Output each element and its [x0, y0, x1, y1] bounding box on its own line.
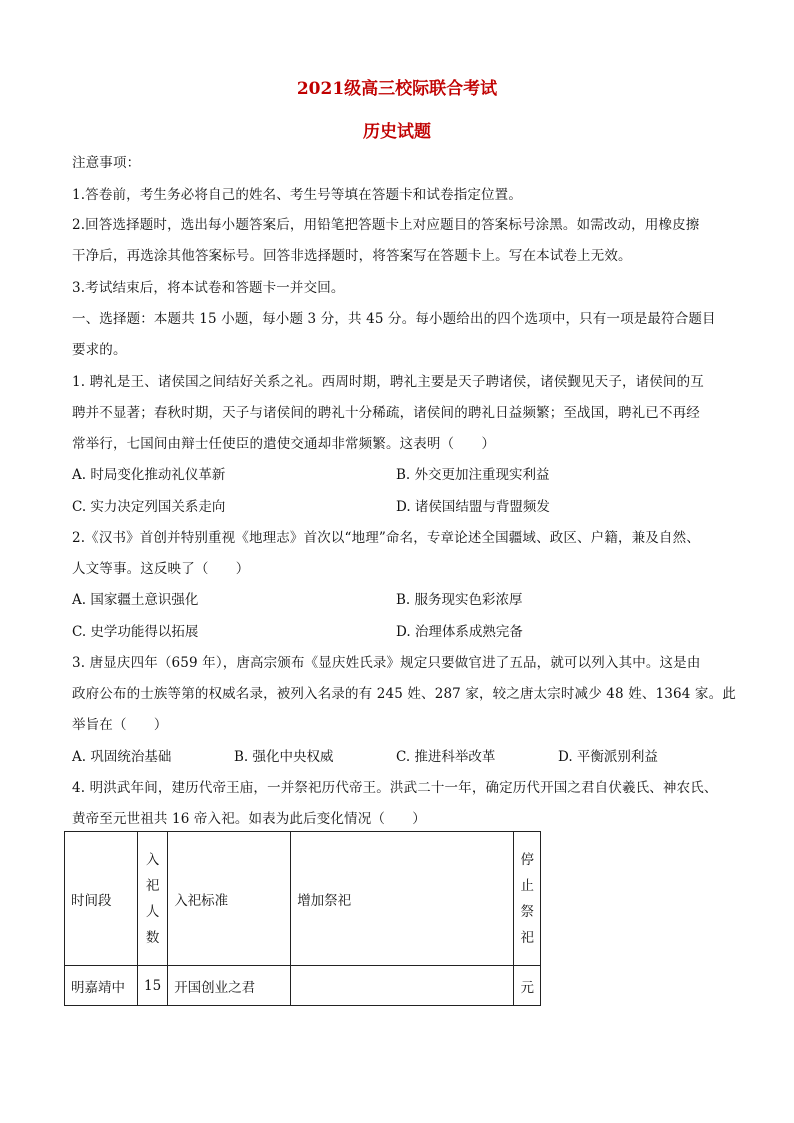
q3-stem-line-2: 政府公布的士族等第的权威名录，被列入名录的有 245 姓、287 家，较之唐太宗时减少 48 姓、1364 家。此 [72, 686, 736, 702]
q2-option-c: C. 史学功能得以拓展 [72, 624, 199, 640]
exam-subtitle: 历史试题 [363, 122, 431, 142]
q3-option-b: B. 强化中央权威 [234, 749, 334, 765]
q2-option-a: A. 国家疆土意识强化 [72, 592, 199, 608]
q1-option-c: C. 实力决定列国关系走向 [72, 499, 226, 515]
vertical-header-text: 停止祭祀 [520, 851, 534, 946]
q1-stem-line-2: 聘并不显著；春秋时期，天子与诸侯间的聘礼十分稀疏，诸侯间的聘礼日益频繁；至战国，聘礼已不再经 [72, 405, 700, 421]
section-1-line-2: 要求的。 [72, 342, 127, 358]
table-header-cell [138, 832, 168, 966]
q3-option-d: D. 平衡派别利益 [558, 749, 658, 765]
notes-item-2-line-1: 2.回答选择题时，选出每小题答案后，用铅笔把答题卡上对应题目的答案标号涂黑。如需改动，用橡皮擦 [72, 217, 700, 233]
q4-stem-line-2: 黄帝至元世祖共 16 帝入祀。如表为此后变化情况（ ） [72, 811, 426, 827]
table-cell: 明嘉靖中 [65, 966, 138, 1006]
table-cell: 开国创业之君 [168, 966, 291, 1006]
table-header-cell: 时间段 [65, 832, 138, 966]
exam-title: 2021级高三校际联合考试 [296, 79, 498, 99]
table-header-cell [514, 832, 541, 966]
q1-option-d: D. 诸侯国结盟与背盟频发 [396, 499, 550, 515]
table-cell: 15 [138, 966, 168, 1006]
vertical-header-text: 入祀人数 [145, 851, 160, 946]
q1-option-a: A. 时局变化推动礼仪革新 [72, 467, 226, 483]
q3-stem-line-3: 举旨在（ ） [72, 717, 168, 733]
q4-table [64, 831, 541, 1006]
q2-option-d: D. 治理体系成熟完备 [396, 624, 523, 640]
q4-stem-line-1: 4. 明洪武年间，建历代帝王庙，一并祭祀历代帝王。洪武二十一年，确定历代开国之君自伏羲氏、神农氏、 [72, 780, 718, 796]
table-row [65, 966, 541, 1006]
table-cell: 元 [514, 966, 541, 1006]
section-1-line-1: 一、选择题：本题共 15 小题，每小题 3 分，共 45 分。每小题给出的四个选项中，只有一项是最符合题目 [72, 311, 716, 327]
q2-option-b: B. 服务现实色彩浓厚 [396, 592, 523, 608]
q3-option-c: C. 推进科举改革 [396, 749, 496, 765]
q1-stem-line-3: 常举行，七国间由辩士任使臣的遣使交通却非常频繁。这表明（ ） [72, 436, 496, 452]
table-header-cell: 入祀标准 [168, 832, 291, 966]
table-cell [291, 966, 514, 1006]
q1-option-b: B. 外交更加注重现实利益 [396, 467, 550, 483]
q3-option-a: A. 巩固统治基础 [72, 749, 172, 765]
notes-item-2-line-2: 干净后，再选涂其他答案标号。回答非选择题时，将答案写在答题卡上。写在本试卷上无效。 [72, 248, 632, 264]
q3-stem-line-1: 3. 唐显庆四年（659 年），唐高宗颁布《显庆姓氏录》规定只要做官进了五品，就可以列入其中。这是由 [72, 655, 701, 671]
notes-heading: 注意事项： [72, 155, 141, 171]
q2-stem-line-1: 2.《汉书》首创并特别重视《地理志》首次以“地理”命名，专章论述全国疆域、政区、户籍，兼及自然、 [72, 530, 700, 546]
q2-stem-line-2: 人文等事。这反映了（ ） [72, 561, 250, 577]
notes-item-3: 3.考试结束后，将本试卷和答题卡一并交回。 [72, 280, 345, 296]
table-header-cell: 增加祭祀 [291, 832, 514, 966]
q1-stem-line-1: 1. 聘礼是王、诸侯国之间结好关系之礼。西周时期，聘礼主要是天子聘诸侯，诸侯觐见天子，诸侯间的互 [72, 374, 704, 390]
table-header-row [65, 832, 541, 966]
notes-item-1: 1.答卷前，考生务必将自己的姓名、考生号等填在答题卡和试卷指定位置。 [72, 187, 522, 203]
